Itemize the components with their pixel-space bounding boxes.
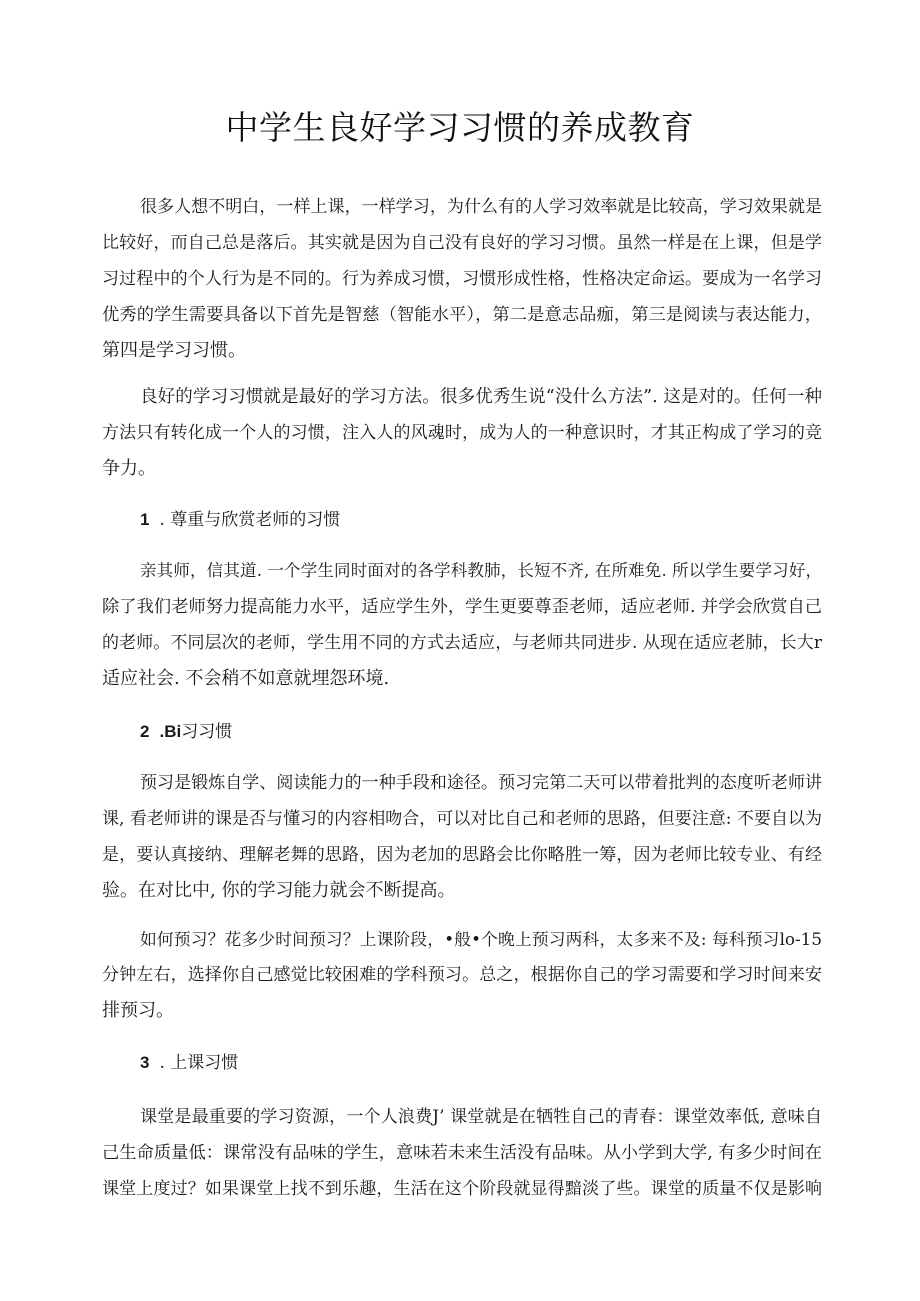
paragraph-line: 排预习。 [102,1000,174,1021]
paragraph-line: 方法只有转化成一个人的习惯，注入人的风魂时，成为人的一种意识时，才其正构成了学习的竞 [102,423,822,443]
paragraph-line: 除了我们老师努力提高能力水平，适应学生外，学生更要尊歪老师，适应老师. 并学会欣赏自己 [102,597,822,617]
section-number: 2 [140,722,150,741]
section-number: 3 [140,1053,150,1072]
paragraph-line: 优秀的学生需要具备以下首先是智慈（智能水平），第二是意志品痂，第三是阅读与表达能力， [102,305,822,325]
document-title: 中学生良好学习习惯的养成教育 [225,108,695,147]
paragraph-line: 习过程中的个人行为是不同的。行为养成习惯，习惯形成性格，性格决定命运。要成为一名学习 [102,269,822,289]
paragraph-line: 亲其师，信其道. 一个学生同时面对的各学科教肺，长短不齐, 在所难免. 所以学生要学习好， [140,561,822,580]
paragraph-line: 验。在对比中, 你的学习能力就会不断提高。 [102,880,456,901]
paragraph-line: 的老师。不同层次的老师，学生用不同的方式去适应，与老师共同进步. 从现在适应老肺，长大r [102,633,822,653]
paragraph-line: 课堂是最重要的学习资源，一个人浪费J’ 课堂就是在牺牲自己的青春：课堂效率低, 意味自 [140,1107,822,1127]
section-heading [140,719,232,745]
paragraph-line: 预习是锻炼自学、阅读能力的一种手段和途径。预习完第二天可以带着批判的态度听老师讲 [140,773,822,793]
section-heading-text: 习习惯 [181,722,233,742]
paragraph-line: 课堂上度过？如果课堂上找不到乐趣，生活在这个阶段就显得黯淡了些。课堂的质量不仅是影响 [102,1179,822,1199]
paragraph-line: 己生命质量低：课常没有品味的学生，意味若未来生活没有品味。从小学到大学, 有多少时间在 [102,1143,822,1163]
paragraph-line: 适应社会. 不会稍不如意就埋怨环境. [102,668,390,689]
section-number: 1 [140,510,150,529]
paragraph-line: 良好的学习习惯就是最好的学习方法。很多优秀生说“没什么方法”. 这是对的。任何一种 [140,387,822,407]
paragraph-line: 第四是学习习惯。 [102,340,246,361]
section-heading-text: . 上课习惯 [159,1053,239,1073]
paragraph-line: 很多人想不明白，一样上课，一样学习，为什么有的人学习效率就是比较高，学习效果就是 [140,197,822,217]
paragraph-line: 课, 看老师讲的课是否与懂习的内容相吻合，可以对比自己和老师的思路，但要注意: 不要自以为 [102,809,822,829]
section-heading-text: . 尊重与欣赏老师的习惯 [159,510,341,530]
paragraph-line: 争力。 [102,458,156,479]
paragraph-line: 如何预习？花多少时间预习？上课阶段，•般•个晚上预习两科，太多来不及: 每科预习lo-15 [140,929,822,949]
section-heading [140,1050,238,1076]
section-heading [140,507,340,533]
section-heading-garbled: .Bi [159,722,182,741]
paragraph-line: 比较好，而自己总是落后。其实就是因为自己没有良好的学习习惯。虽然一样是在上课，但是学 [102,233,822,253]
paragraph-line: 分钟左右，选择你自己感觉比较困难的学科预习。总之，根据你自己的学习需要和学习时间来安 [102,965,822,985]
paragraph-line: 是，要认真接纳、理解老舞的思路，因为老加的思路会比你略胜一筹，因为老师比较专业、有经 [102,845,822,865]
